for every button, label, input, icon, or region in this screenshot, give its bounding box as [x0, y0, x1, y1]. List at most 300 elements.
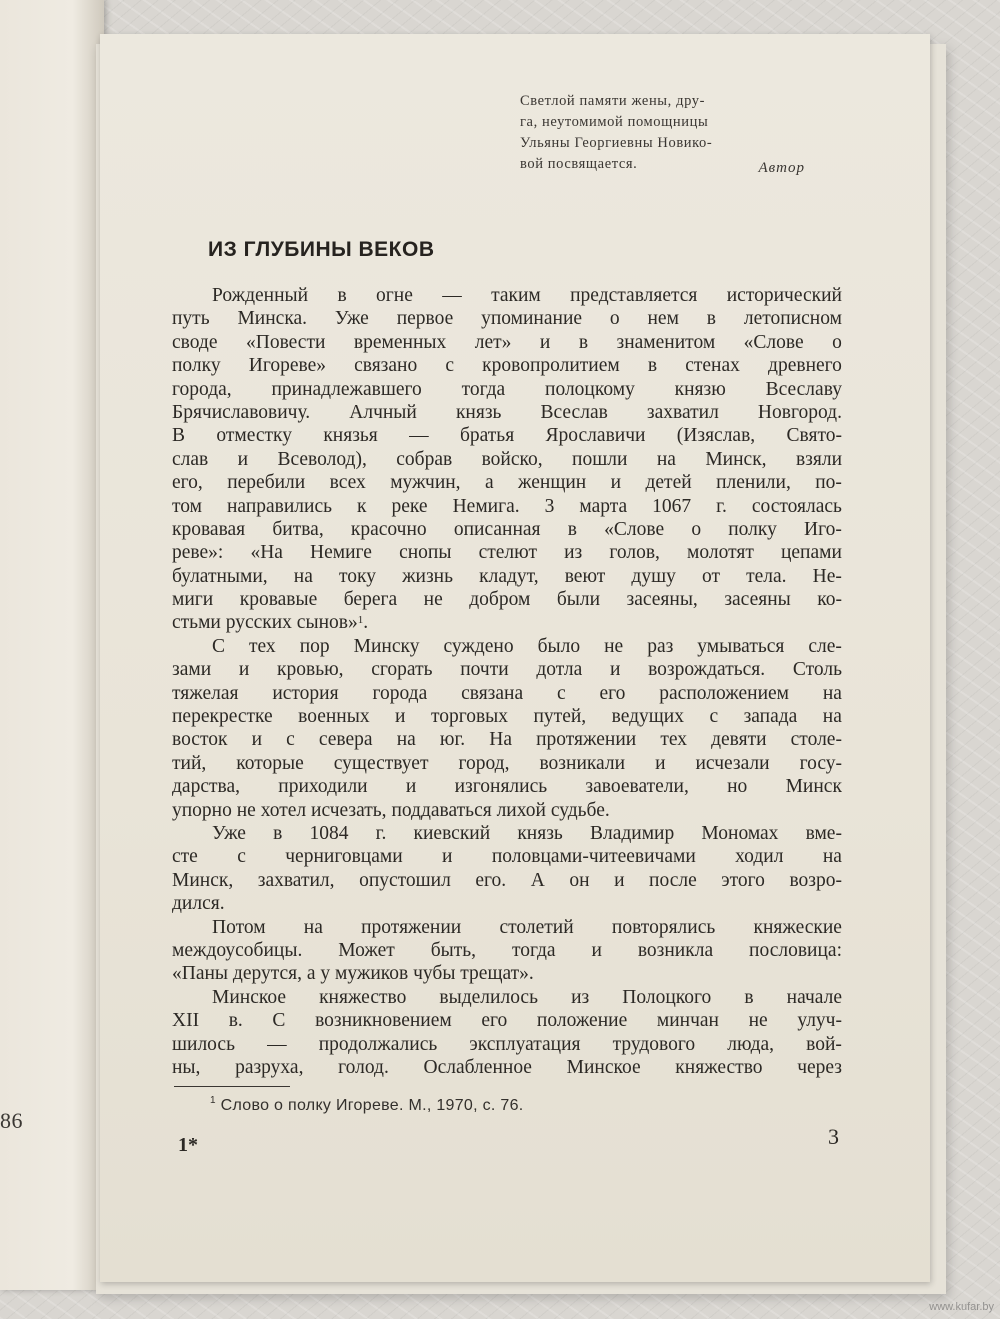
word: из: [564, 542, 583, 564]
word: летописном: [743, 308, 842, 330]
text-line: [172, 565, 842, 588]
word: хотел: [260, 799, 312, 821]
text-line: [172, 541, 842, 564]
word: засеяны: [724, 589, 791, 611]
word: Новгород.: [757, 401, 842, 423]
word: вой-: [806, 1033, 842, 1055]
word: тела.: [746, 565, 787, 587]
word: том: [172, 495, 202, 517]
word: току: [338, 565, 376, 587]
word: —: [409, 425, 429, 447]
word: ходил: [735, 846, 784, 868]
text-line: [172, 471, 842, 494]
text-line: [172, 354, 842, 377]
word: Потом: [212, 916, 266, 938]
word: города: [372, 682, 428, 704]
footnote-text: Слово о полку Игореве. М., 1970, с. 76.: [220, 1097, 524, 1114]
word: нем: [647, 308, 679, 330]
word: военных: [298, 706, 370, 728]
word: древнего: [768, 355, 842, 377]
text-line: [172, 495, 842, 518]
word: Игореве»: [248, 355, 326, 377]
word: а: [306, 963, 321, 985]
word: Владимир: [589, 822, 675, 844]
word: с: [709, 706, 719, 728]
text-line: [172, 378, 842, 401]
word: пор: [299, 635, 330, 657]
word: исчезать,: [311, 799, 392, 821]
word: захватил: [646, 401, 719, 423]
word: опустошил: [359, 869, 451, 891]
word: таким: [491, 285, 541, 306]
word: мужиков: [335, 963, 414, 985]
word: Мономах: [701, 822, 779, 844]
word: принадлежавшего: [271, 378, 422, 400]
word: раз: [647, 635, 674, 657]
footnote-reference: 1: [357, 614, 364, 627]
word: 3: [544, 495, 555, 517]
word: столе-: [790, 729, 842, 751]
word: Всеславу: [765, 378, 842, 400]
word: миги: [172, 589, 214, 611]
word: исторический: [726, 285, 842, 306]
word: первое: [396, 308, 454, 330]
word: XII: [172, 1010, 200, 1032]
word: на: [822, 706, 842, 728]
word: и: [655, 752, 666, 774]
word: история: [272, 682, 339, 704]
word: с: [237, 846, 246, 868]
word: братья: [459, 425, 515, 447]
word: путей,: [533, 706, 587, 728]
word: половцами-читеевичами: [491, 846, 696, 868]
text-line: [172, 331, 842, 354]
word: черниговцами: [285, 846, 403, 868]
word: возникали: [539, 752, 626, 774]
word: его,: [172, 472, 203, 494]
word: голов,: [609, 542, 660, 564]
word: возникла: [637, 939, 714, 961]
word: в: [578, 331, 589, 353]
word: было: [537, 635, 581, 657]
word: тий,: [172, 752, 207, 774]
text-line: [172, 939, 842, 962]
word: булатными,: [172, 565, 268, 587]
word: реке: [391, 495, 428, 517]
dedication-author: Автор: [758, 160, 805, 176]
word: через: [797, 1056, 842, 1078]
word: «Паны: [172, 963, 233, 985]
word: 1084: [309, 822, 349, 844]
word: и: [591, 939, 602, 961]
body-text: [172, 284, 842, 1079]
word: засеяны,: [626, 589, 698, 611]
text-line: [172, 518, 842, 541]
word: трудового: [612, 1033, 696, 1055]
text-line: [172, 635, 842, 658]
word: были: [556, 589, 601, 611]
word: возрождаться.: [648, 659, 766, 681]
word: и: [614, 869, 625, 891]
word: торговых: [430, 706, 509, 728]
word: в: [744, 986, 754, 1008]
word: выделилось: [439, 986, 538, 1008]
text-line: [172, 728, 842, 751]
word: в: [706, 308, 716, 330]
word: состоялась: [751, 495, 842, 517]
word: С: [272, 1010, 286, 1032]
word: из: [571, 986, 590, 1008]
word: С: [212, 635, 226, 657]
word: полоцкому: [545, 378, 635, 400]
word: а: [484, 472, 494, 494]
word: которые: [236, 752, 304, 774]
footnote-rule: [174, 1086, 290, 1087]
word: Брячиславовичу.: [172, 401, 311, 423]
text-line: [172, 1009, 842, 1032]
word: Рожденный: [212, 285, 309, 306]
word: Ослабленное: [423, 1056, 532, 1078]
text-line: стьми русских сынов»: [172, 612, 358, 634]
word: разруха,: [235, 1056, 304, 1078]
word: его: [599, 682, 626, 704]
word: его.: [475, 869, 507, 891]
text-line: [172, 822, 842, 845]
word: перекрестке: [172, 706, 273, 728]
word: быть,: [430, 939, 477, 961]
signature-mark: 1*: [178, 1134, 198, 1156]
text-line: [172, 1056, 842, 1079]
word: князь: [517, 822, 563, 844]
footnote-marker: 1: [210, 1095, 216, 1106]
page-number: 3: [828, 1124, 839, 1149]
word: севера: [318, 729, 373, 751]
dedication: [520, 91, 905, 175]
word: направились: [226, 495, 333, 517]
word: «Повести: [245, 331, 326, 353]
text-line: [172, 705, 842, 728]
word: к: [357, 495, 367, 517]
word: —: [442, 285, 462, 306]
word: князь: [455, 401, 502, 423]
word: завоеватели,: [585, 776, 689, 798]
word: о: [609, 308, 620, 330]
word: цепами: [780, 542, 842, 564]
word: в: [647, 355, 658, 377]
word: и: [610, 472, 622, 494]
word: о: [832, 331, 842, 353]
word: у: [320, 963, 336, 985]
word: полку: [728, 518, 777, 540]
word: поддаваться: [391, 799, 497, 821]
word: по-: [815, 472, 842, 494]
word: Столь: [792, 659, 842, 681]
word: Иго-: [804, 518, 842, 540]
word: На: [489, 729, 512, 751]
word: протяжении: [361, 916, 462, 938]
word: запада: [743, 706, 798, 728]
book-page: [100, 34, 930, 1282]
word: и: [539, 331, 551, 353]
word: тогда: [461, 378, 506, 400]
word: судьбе.: [550, 799, 610, 821]
word: князю: [674, 378, 726, 400]
word: стелют: [478, 542, 537, 564]
word: возникновением: [315, 1010, 452, 1032]
word: минчан: [656, 1010, 719, 1032]
word: умываться: [697, 635, 785, 657]
word: душу: [631, 565, 676, 587]
word: и: [237, 448, 249, 470]
word: 1067: [652, 495, 692, 517]
chapter-heading: ИЗ ГЛУБИНЫ ВЕКОВ: [208, 238, 435, 261]
word: и: [251, 729, 262, 751]
word: голод.: [338, 1056, 389, 1078]
text-line: [172, 588, 842, 611]
word: Алчный: [349, 401, 417, 423]
word: лихой: [496, 799, 551, 821]
word: взяли: [795, 448, 842, 470]
word: суждено: [443, 635, 514, 657]
word: положение: [536, 1010, 628, 1032]
word: тех: [249, 635, 276, 657]
word: всех: [329, 472, 366, 494]
word: люда,: [727, 1033, 775, 1055]
text-line: [172, 775, 842, 798]
word: и: [238, 659, 250, 681]
word: князья: [323, 425, 378, 447]
word: на: [303, 916, 323, 938]
word: лет»: [474, 331, 512, 353]
word: от: [701, 565, 720, 587]
word: ны,: [172, 1056, 201, 1078]
word: в: [273, 822, 283, 844]
word: он: [569, 869, 590, 891]
word: г.: [716, 495, 727, 517]
word: Свято-: [786, 425, 842, 447]
word: трещат».: [460, 963, 534, 985]
word: и: [395, 706, 406, 728]
period: .: [363, 612, 369, 634]
word: в: [337, 285, 347, 306]
word: А: [530, 869, 545, 891]
watermark: www.kufar.by: [929, 1301, 994, 1313]
word: с: [556, 682, 566, 704]
word: захватил,: [257, 869, 335, 891]
word: «Слове: [743, 331, 804, 353]
word: —: [267, 1033, 287, 1055]
word: ко-: [817, 589, 842, 611]
word: Минское: [566, 1056, 641, 1078]
dedication-line: Светлой памяти жены, дру-: [520, 93, 706, 109]
text-line: [172, 916, 842, 939]
word: упоминание: [481, 308, 583, 330]
word: стенах: [685, 355, 740, 377]
word: полку: [172, 355, 221, 377]
word: Минска.: [237, 308, 308, 330]
word: и: [442, 846, 453, 868]
word: существует: [333, 752, 429, 774]
word: с: [286, 729, 295, 751]
word: чубы: [413, 963, 461, 985]
word: в.: [228, 1010, 243, 1032]
word: Минску: [353, 635, 420, 657]
word: восток: [172, 729, 228, 751]
text-line: [172, 401, 842, 424]
word: Может: [338, 939, 395, 961]
word: протяжении: [536, 729, 637, 751]
word: Минск: [785, 776, 842, 798]
word: Минск,: [705, 448, 767, 470]
word: не: [423, 589, 443, 611]
word: молотят: [687, 542, 754, 564]
word: отместку: [216, 425, 292, 447]
word: дарства,: [172, 776, 240, 798]
word: пленили,: [716, 472, 791, 494]
word: кровопролитием: [482, 355, 620, 377]
word: перебили: [227, 472, 306, 494]
word: Ярославичи: [545, 425, 646, 447]
word: на: [822, 682, 842, 704]
word: связана: [461, 682, 524, 704]
text-line: [172, 424, 842, 447]
dedication-line: вой посвящается.: [520, 156, 638, 172]
text-line: [172, 448, 842, 471]
word: дился.: [172, 893, 225, 915]
word: берега: [343, 589, 398, 611]
text-line: [172, 845, 842, 868]
word: Немига.: [452, 495, 520, 517]
word: сте: [172, 846, 198, 868]
word: с: [445, 355, 455, 377]
word: веют: [564, 565, 606, 587]
word: этого: [721, 869, 765, 891]
word: тяжелая: [172, 682, 239, 704]
footnote: [210, 1097, 524, 1115]
word: исчезали: [695, 752, 770, 774]
word: эксплуатация: [469, 1033, 581, 1055]
word: девяти: [711, 729, 767, 751]
word: представляется: [570, 285, 698, 306]
word: продолжались: [318, 1033, 438, 1055]
word: дерутся,: [232, 963, 307, 985]
word: знаменитом: [616, 331, 716, 353]
word: княжество: [675, 1056, 763, 1078]
word: Всеволод),: [277, 448, 367, 470]
left-page-number: 86: [0, 1108, 23, 1133]
word: Всеслав: [540, 401, 608, 423]
word: собрав: [396, 448, 453, 470]
text-line: [172, 892, 842, 915]
word: и: [405, 776, 417, 798]
word: почти: [460, 659, 509, 681]
word: кровью,: [277, 659, 344, 681]
word: упорно: [172, 799, 237, 821]
word: его: [481, 1010, 508, 1032]
word: улуч-: [797, 1010, 842, 1032]
dedication-line: Ульяны Георгиевны Новико-: [520, 135, 713, 151]
word: снопы: [399, 542, 452, 564]
word: женщин: [518, 472, 587, 494]
word: тех: [660, 729, 687, 751]
word: на: [822, 846, 842, 868]
word: Уже: [212, 822, 246, 844]
word: Не-: [812, 565, 842, 587]
word: госу-: [799, 752, 842, 774]
text-line: [172, 752, 842, 775]
word: о: [691, 518, 702, 540]
word: на: [293, 565, 313, 587]
word: сле-: [808, 635, 842, 657]
word: не: [236, 799, 261, 821]
word: битва,: [272, 518, 324, 540]
word: шилось: [172, 1033, 235, 1055]
word: но: [727, 776, 748, 798]
word: дотла: [536, 659, 583, 681]
text-line: [172, 307, 842, 330]
word: марта: [579, 495, 628, 517]
word: путь: [172, 308, 210, 330]
word: своде: [172, 331, 218, 353]
word: связано: [354, 355, 418, 377]
word: Минское: [212, 986, 286, 1008]
word: кровавая: [172, 518, 246, 540]
word: княжество: [319, 986, 407, 1008]
text-line: [172, 799, 842, 822]
word: на: [656, 448, 676, 470]
word: зами: [172, 659, 212, 681]
text-line: [172, 284, 842, 307]
word: приходили: [278, 776, 368, 798]
word: Немиге: [310, 542, 372, 564]
word: на: [396, 729, 416, 751]
text-line: [172, 869, 842, 892]
dedication-line: га, неутомимой помощницы: [520, 114, 709, 130]
word: добром: [469, 589, 531, 611]
word: изгонялись: [454, 776, 548, 798]
word: В: [172, 425, 186, 447]
word: пошли: [572, 448, 628, 470]
word: слав: [172, 448, 209, 470]
word: не: [604, 635, 624, 657]
word: Минск,: [172, 869, 234, 891]
word: княжеские: [753, 916, 842, 938]
word: детей: [645, 472, 692, 494]
word: пословица:: [749, 939, 842, 961]
word: описанная: [453, 518, 541, 540]
text-line: [172, 658, 842, 681]
text-line: [172, 1033, 842, 1056]
word: огне: [376, 285, 413, 306]
word: «Слове: [604, 518, 665, 540]
word: междоусобицы.: [172, 939, 303, 961]
word: (Изяслав,: [676, 425, 756, 447]
word: временных: [353, 331, 447, 353]
word: возро-: [789, 869, 842, 891]
text-line: [172, 962, 842, 985]
word: повторялись: [611, 916, 716, 938]
word: тогда: [511, 939, 556, 961]
word: города,: [172, 378, 232, 400]
word: кладут,: [479, 565, 539, 587]
word: г.: [375, 822, 387, 844]
word: киевский: [413, 822, 491, 844]
word: ведущих: [611, 706, 684, 728]
word: жизнь: [402, 565, 454, 587]
left-page: [0, 0, 104, 1290]
word: начале: [786, 986, 842, 1008]
word: после: [649, 869, 697, 891]
